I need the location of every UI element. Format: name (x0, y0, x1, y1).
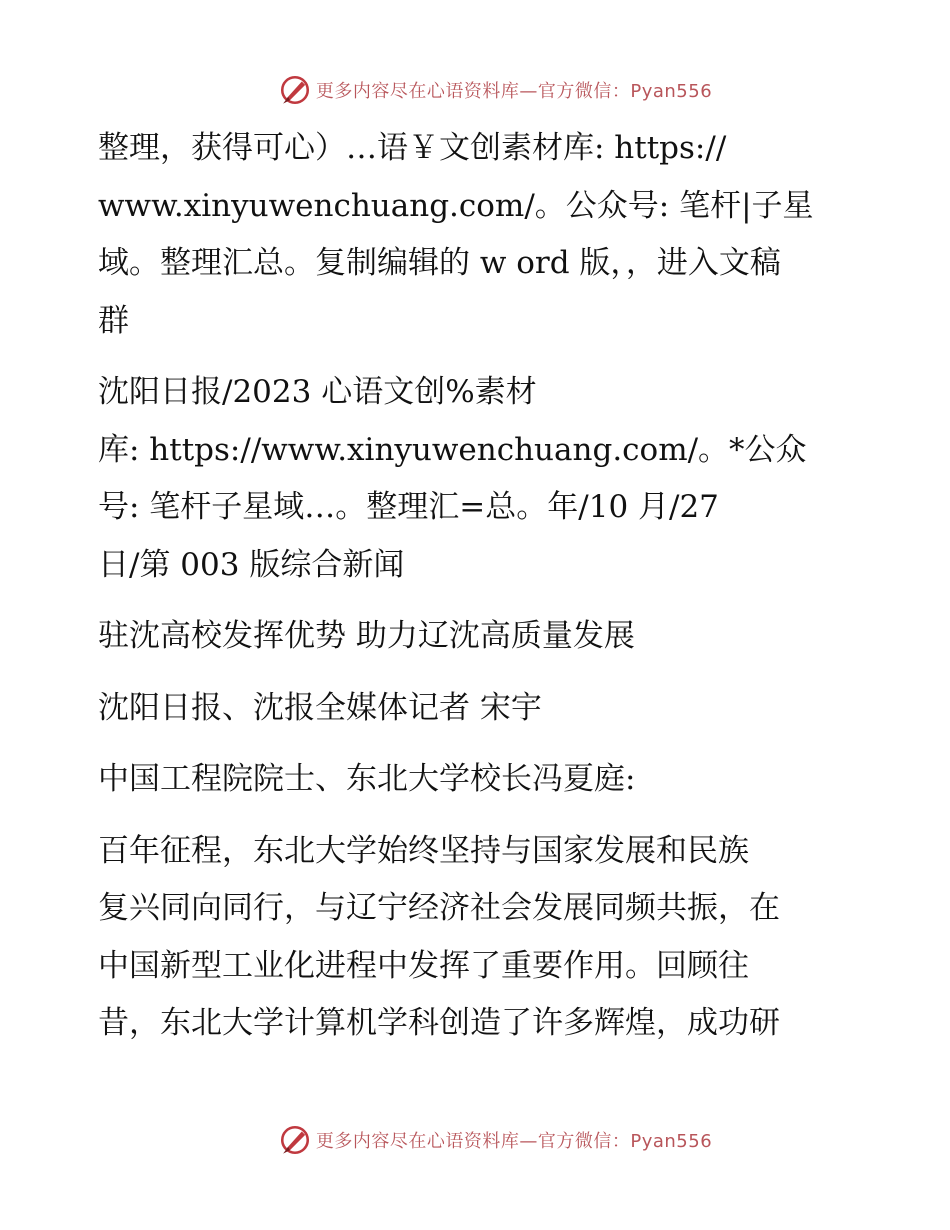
text-line: 百年征程，东北大学始终坚持与国家发展和民族 (98, 832, 749, 869)
text-line: 复兴同向同行，与辽宁经济社会发展同频共振，在 (98, 890, 780, 926)
paragraph-intro (98, 120, 858, 350)
document-body (98, 120, 858, 1053)
text-line: 库: https://www.xinyuwenchuang.com/。*公众 (98, 431, 807, 468)
article-headline (98, 608, 858, 666)
text-line: 域。整理汇总。复制编辑的 w ord 版，，进入文稿 (98, 245, 781, 281)
header-watermark-banner (0, 70, 950, 110)
text-line: 整理，获得可心）…语￥文创素材库: https:// (98, 130, 727, 166)
speaker-title (98, 751, 858, 809)
brush-logo-icon (278, 1123, 312, 1157)
text-line: 驻沈高校发挥优势 助力辽沈高质量发展 (98, 618, 635, 654)
text-line: 中国工程院院士、东北大学校长冯夏庭: (98, 761, 636, 797)
text-line: 沈阳日报/2023 心语文创%素材 (98, 374, 537, 410)
footer-watermark-text: 更多内容尽在心语资料库—官方微信：Pyan556 (315, 1131, 713, 1152)
text-line: 中国新型工业化进程中发挥了重要作用。回顾往 (98, 947, 749, 984)
brush-logo-icon (278, 73, 312, 107)
text-line: 日/第 003 版综合新闻 (98, 546, 405, 583)
footer-watermark-banner (0, 1120, 950, 1160)
text-line: 沈阳日报、沈报全媒体记者 宋宇 (98, 689, 542, 726)
paragraph-source (98, 364, 858, 594)
paragraph-body (98, 823, 858, 1053)
header-watermark-text: 更多内容尽在心语资料库—官方微信：Pyan556 (315, 81, 713, 102)
article-byline (98, 680, 858, 738)
text-line: www.xinyuwenchuang.com/。公众号: 笔杆|子星 (98, 187, 814, 224)
text-line: 号: 笔杆子星域…。整理汇=总。年/10 月/27 (98, 489, 719, 525)
text-line: 群 (98, 302, 129, 339)
text-line: 昔，东北大学计算机学科创造了许多辉煌，成功研 (98, 1005, 780, 1041)
